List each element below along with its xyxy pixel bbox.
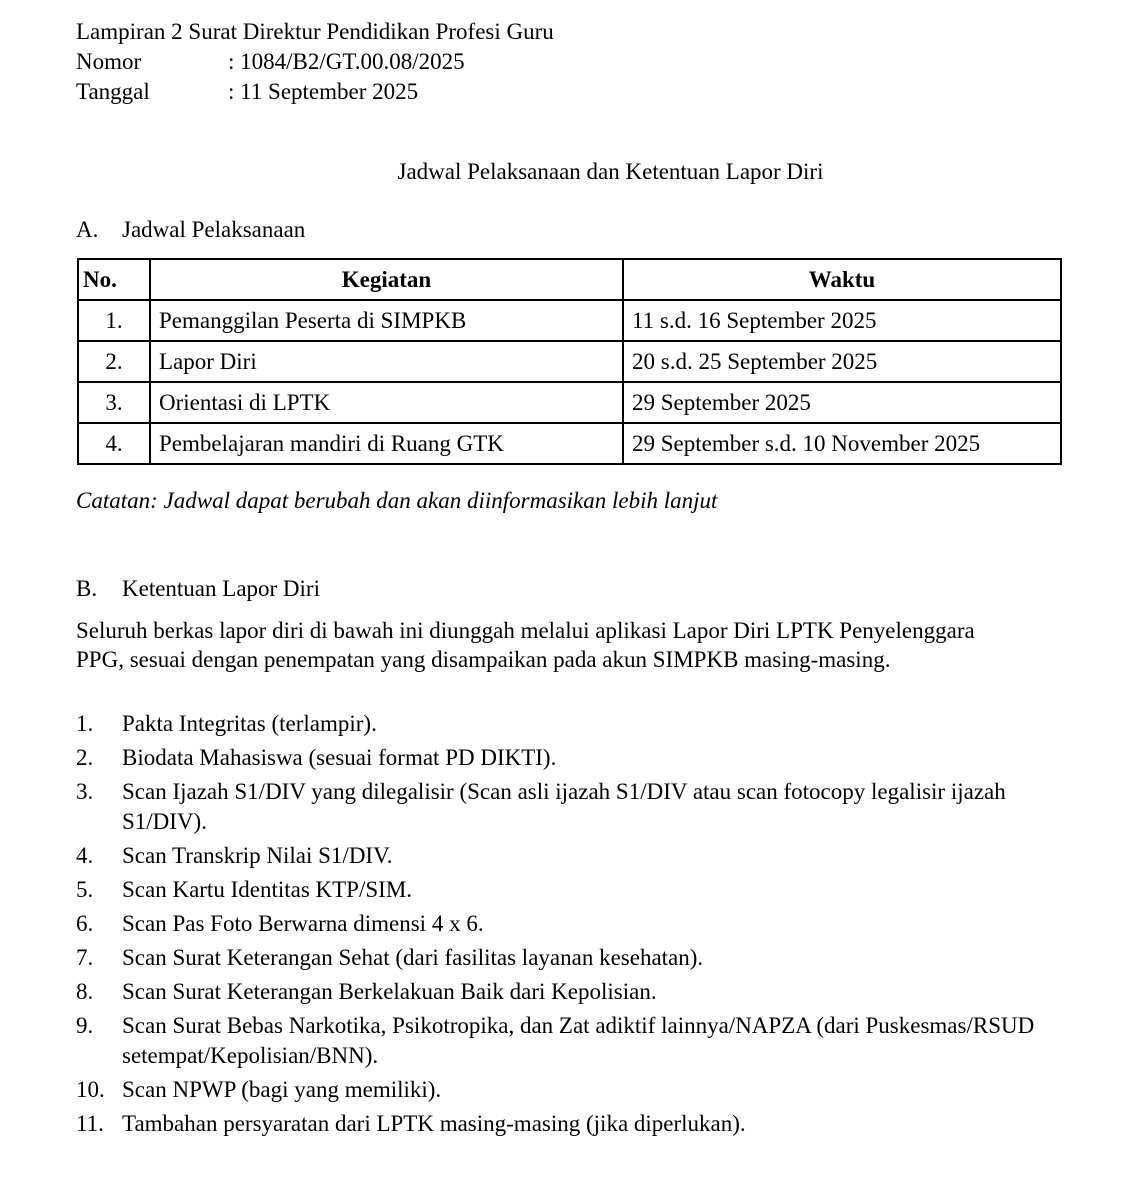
section-a-heading [76,215,305,245]
table-row [78,341,1061,382]
table-row [78,423,1061,464]
list-item-text: Scan Pas Foto Berwarna dimensi 4 x 6. [122,911,484,936]
list-item-number: 2. [76,745,94,770]
list-item [76,875,1066,905]
row-no: 2. [78,341,150,382]
row-no: 4. [78,423,150,464]
header-nomor-line [76,47,776,77]
list-item-number: 3. [76,779,94,804]
section-a-letter: A. [76,217,99,242]
section-b-heading [76,574,320,604]
list-item [76,709,1066,739]
row-kegiatan: Orientasi di LPTK [150,382,623,423]
list-item-number: 1. [76,711,94,736]
list-item [76,909,1066,939]
list-item-text: Scan Surat Keterangan Sehat (dari fasilitas layanan kesehatan). [122,945,704,970]
list-item-text: Scan Ijazah S1/DIV yang dilegalisir (Scan asli ijazah S1/DIV atau scan fotocopy legalisir ijazah S1/DIV). [122,779,1006,834]
list-item [76,841,1066,871]
row-kegiatan: Pemanggilan Peserta di SIMPKB [150,300,623,341]
list-item [76,1109,1066,1139]
letter-header [76,17,776,107]
section-b-letter: B. [76,576,98,601]
list-item-text: Tambahan persyaratan dari LPTK masing-masing (jika diperlukan). [122,1111,746,1136]
section-b-intro: Seluruh berkas lapor diri di bawah ini diunggah melalui aplikasi Lapor Diri LPTK Penyelenggara PPG, sesuai dengan penempatan yang disampaikan pada akun SIMPKB masing-masing. [76,618,975,672]
row-no: 3. [78,382,150,423]
header-tanggal-line [76,77,776,107]
list-item-number: 8. [76,979,94,1004]
header-kegiatan: Kegiatan [150,259,623,300]
section-b-title: Ketentuan Lapor Diri [122,576,320,601]
row-kegiatan: Pembelajaran mandiri di Ruang GTK [150,423,623,464]
header-no: No. [78,259,150,300]
list-item-number: 11. [76,1111,104,1136]
list-item [76,977,1066,1007]
list-item [76,777,1066,837]
header-attachment-text: Lampiran 2 Surat Direktur Pendidikan Profesi Guru [76,19,554,44]
tanggal-label: Tanggal [76,79,150,104]
table-header-row [78,259,1061,300]
row-kegiatan: Lapor Diri [150,341,623,382]
row-waktu: 11 s.d. 16 September 2025 [623,300,1061,341]
row-waktu: 29 September s.d. 10 November 2025 [623,423,1061,464]
row-waktu: 29 September 2025 [623,382,1061,423]
list-item [76,743,1066,773]
requirements-list [76,709,1066,1143]
nomor-value: : 1084/B2/GT.00.08/2025 [228,49,465,74]
header-waktu: Waktu [623,259,1061,300]
section-a-title: Jadwal Pelaksanaan [122,217,306,242]
list-item [76,1075,1066,1105]
table-row [78,300,1061,341]
list-item-number: 7. [76,945,94,970]
list-item-text: Scan Surat Keterangan Berkelakuan Baik dari Kepolisian. [122,979,657,1004]
list-item-text: Scan Kartu Identitas KTP/SIM. [122,877,413,902]
list-item-text: Scan Transkrip Nilai S1/DIV. [122,843,393,868]
schedule-table [77,258,1062,465]
row-waktu: 20 s.d. 25 September 2025 [623,341,1061,382]
nomor-label: Nomor [76,49,142,74]
header-attachment-line [76,17,776,47]
list-item [76,943,1066,973]
list-item-text: Scan NPWP (bagi yang memiliki). [122,1077,442,1102]
list-item-number: 9. [76,1013,94,1038]
list-item-number: 10. [76,1077,105,1102]
list-item-number: 6. [76,911,94,936]
tanggal-value: : 11 September 2025 [228,79,419,104]
schedule-note: Catatan: Jadwal dapat berubah dan akan diinformasikan lebih lanjut [76,488,718,513]
list-item-number: 4. [76,843,94,868]
list-item-text: Biodata Mahasiswa (sesuai format PD DIKTI). [122,745,557,770]
list-item-number: 5. [76,877,94,902]
table-row [78,382,1061,423]
list-item [76,1011,1066,1071]
list-item-text: Scan Surat Bebas Narkotika, Psikotropika, dan Zat adiktif lainnya/NAPZA (dari Puskesmas/RSUD setempat/Kepolisian/BNN). [122,1013,1035,1068]
row-no: 1. [78,300,150,341]
list-item-text: Pakta Integritas (terlampir). [122,711,377,736]
document-title: Jadwal Pelaksanaan dan Ketentuan Lapor Diri [397,159,824,184]
